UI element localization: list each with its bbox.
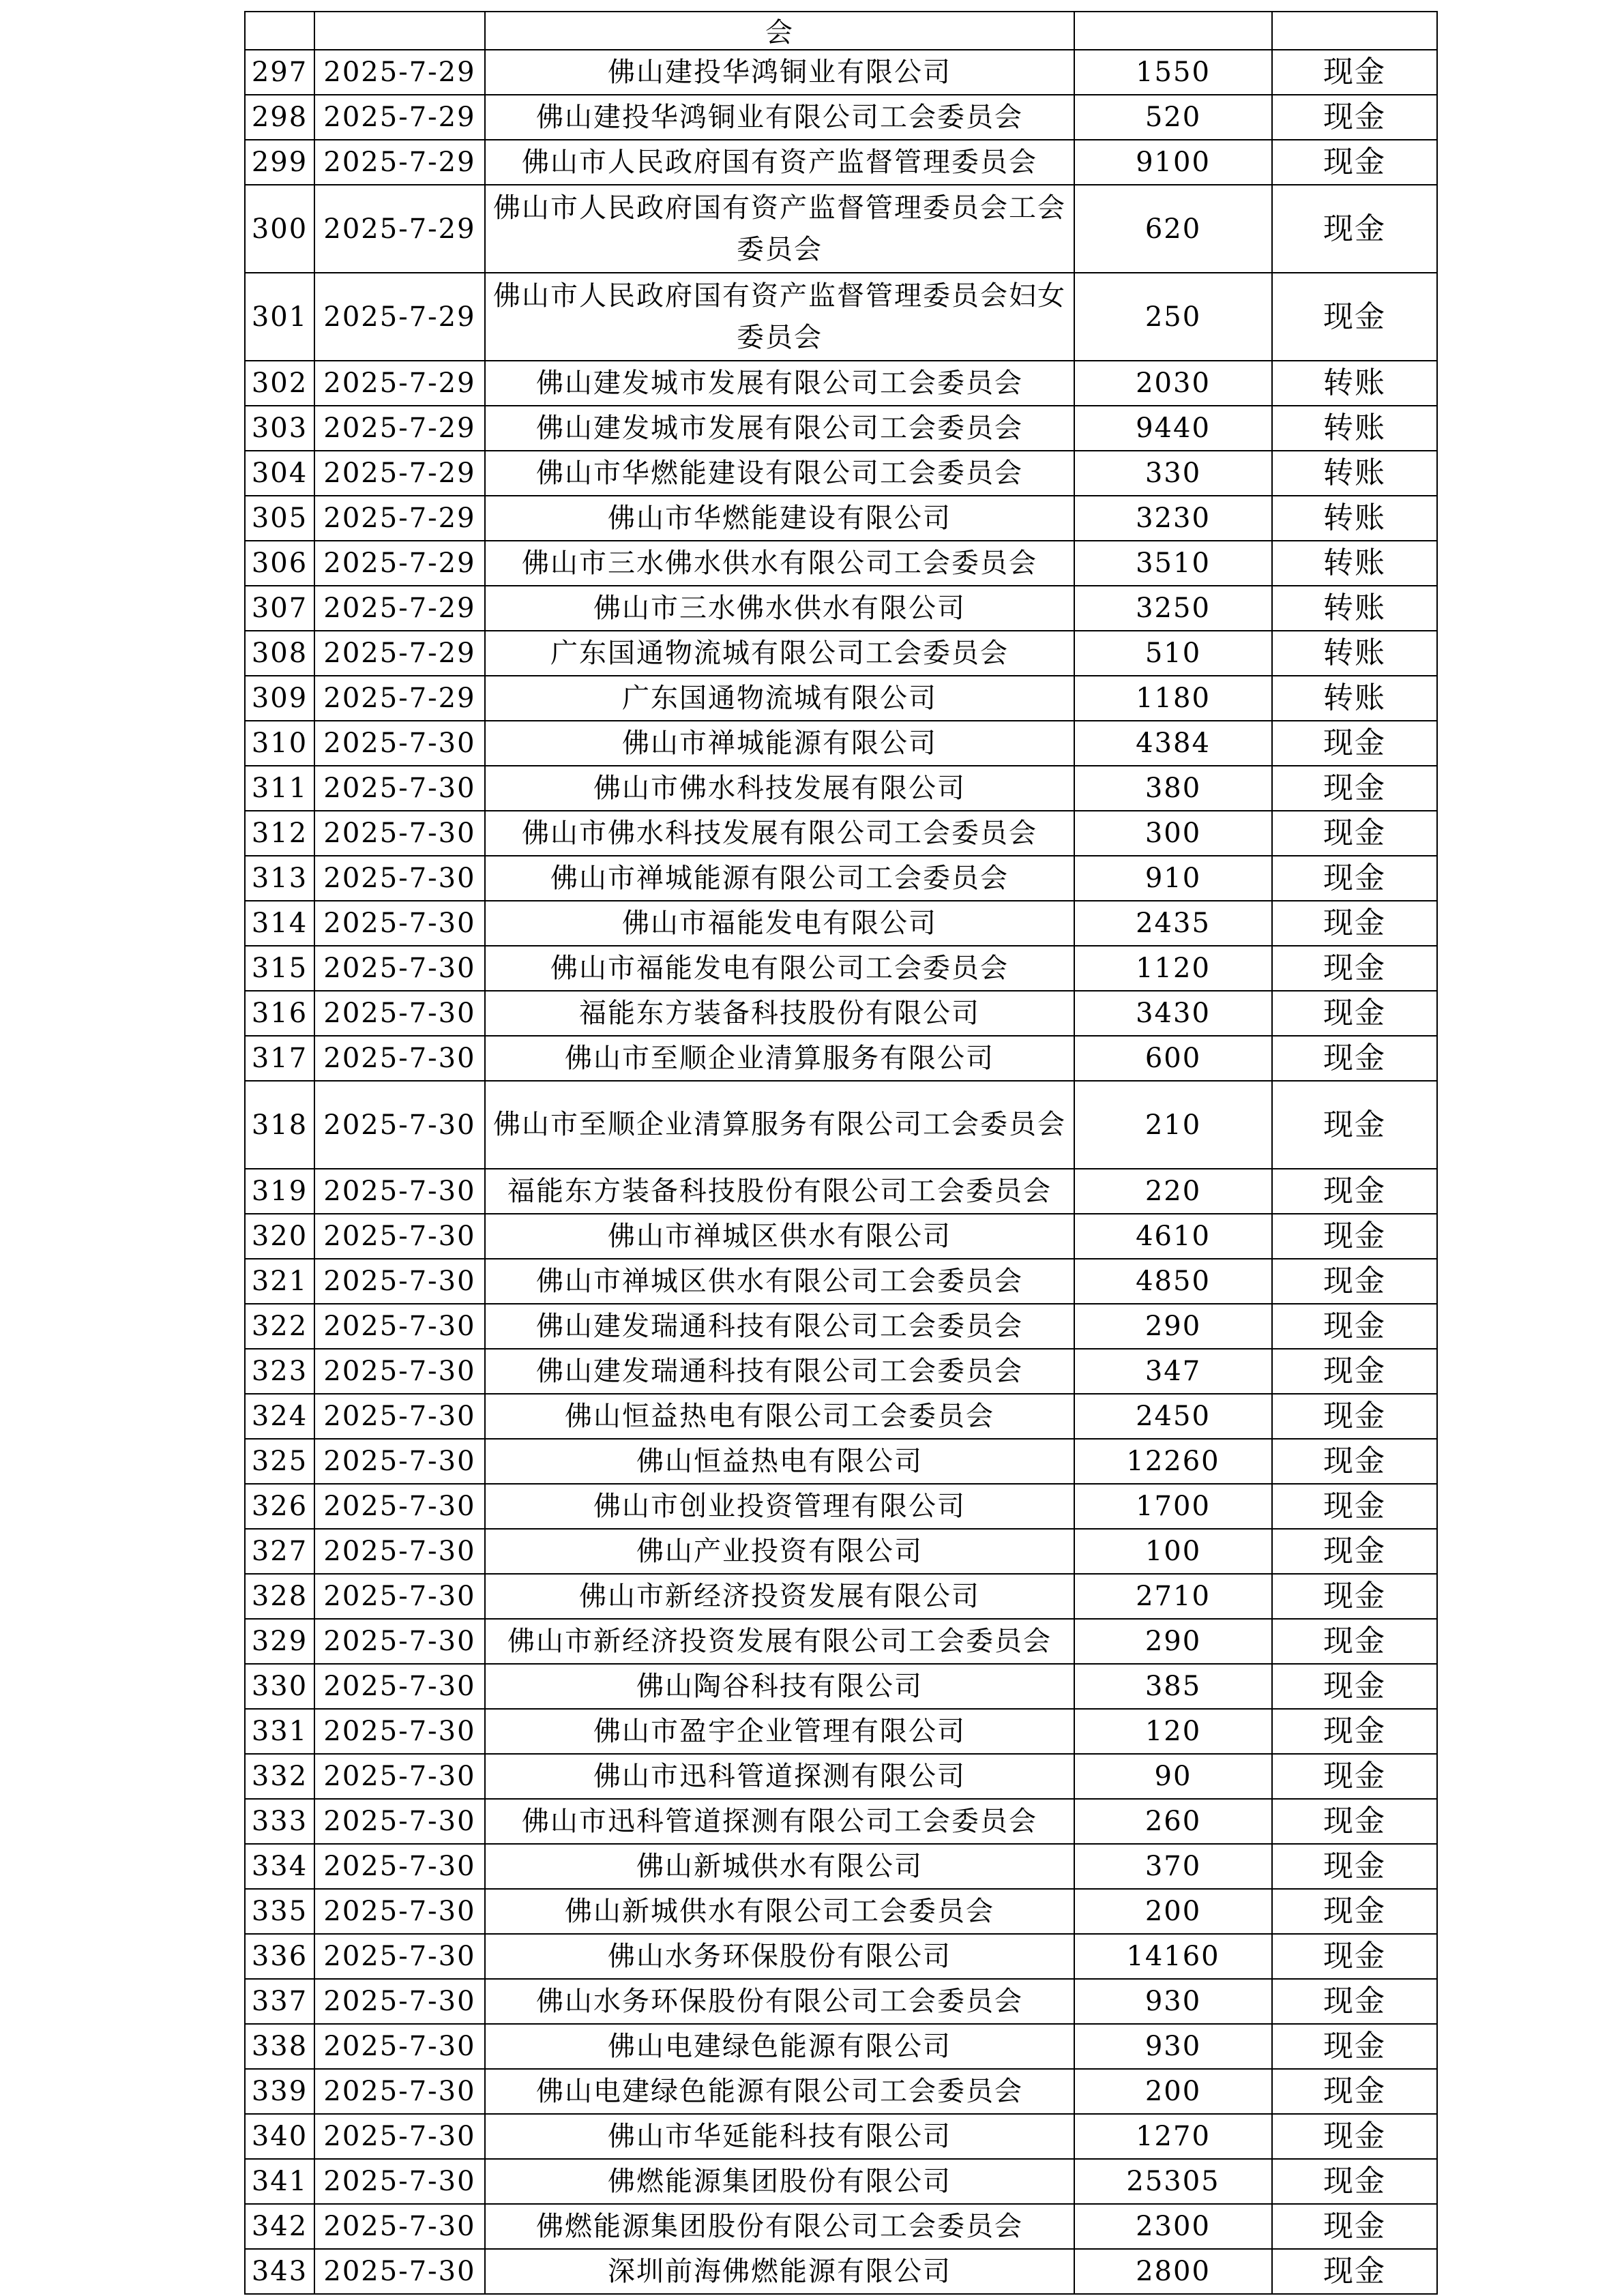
cell-no: 315 <box>245 946 314 991</box>
cell-no: 343 <box>245 2249 314 2294</box>
cell-date: 2025-7-30 <box>314 1934 485 1979</box>
cell-method: 现金 <box>1272 991 1437 1036</box>
cell-date: 2025-7-30 <box>314 1619 485 1664</box>
table-row <box>245 1709 1437 1754</box>
cell-no: 317 <box>245 1036 314 1081</box>
cell-date: 2025-7-30 <box>314 1304 485 1349</box>
cell-date: 2025-7-29 <box>314 586 485 631</box>
cell-no: 311 <box>245 766 314 811</box>
cell-name: 佛山市新经济投资发展有限公司工会委员会 <box>485 1619 1074 1664</box>
cell-amount: 4384 <box>1074 721 1272 766</box>
cell-amount: 100 <box>1074 1529 1272 1574</box>
cell-no: 330 <box>245 1664 314 1709</box>
cell-name: 佛山市佛水科技发展有限公司 <box>485 766 1074 811</box>
table-row <box>245 1394 1437 1439</box>
cell-method: 现金 <box>1272 2114 1437 2159</box>
cell-date: 2025-7-29 <box>314 541 485 586</box>
cell-date: 2025-7-30 <box>314 1349 485 1394</box>
cell-no: 331 <box>245 1709 314 1754</box>
cell-name: 福能东方装备科技股份有限公司工会委员会 <box>485 1169 1074 1214</box>
cell-no: 319 <box>245 1169 314 1214</box>
cell-amount: 9100 <box>1074 140 1272 185</box>
cell-name: 福能东方装备科技股份有限公司 <box>485 991 1074 1036</box>
cell-date: 2025-7-30 <box>314 1169 485 1214</box>
cell-amount: 380 <box>1074 766 1272 811</box>
table-row <box>245 631 1437 676</box>
table-row <box>245 1439 1437 1484</box>
cell-amount: 290 <box>1074 1619 1272 1664</box>
cell-name: 佛山市禅城区供水有限公司工会委员会 <box>485 1259 1074 1304</box>
cell-no: 306 <box>245 541 314 586</box>
cell-method: 现金 <box>1272 721 1437 766</box>
table-body <box>245 12 1437 2294</box>
table-row <box>245 2249 1437 2294</box>
cell-date: 2025-7-30 <box>314 1889 485 1934</box>
cell-name: 佛山市三水佛水供水有限公司工会委员会 <box>485 541 1074 586</box>
cell-method: 现金 <box>1272 2024 1437 2069</box>
cell-method: 转账 <box>1272 541 1437 586</box>
cell-amount: 520 <box>1074 95 1272 140</box>
cell-amount: 2435 <box>1074 901 1272 946</box>
cell-name: 佛山建发瑞通科技有限公司工会委员会 <box>485 1349 1074 1394</box>
table-row <box>245 1259 1437 1304</box>
cell-date: 2025-7-30 <box>314 2249 485 2294</box>
cell-no: 332 <box>245 1754 314 1799</box>
cell-date: 2025-7-29 <box>314 496 485 541</box>
cell-name: 佛山建发城市发展有限公司工会委员会 <box>485 406 1074 451</box>
cell-method: 现金 <box>1272 95 1437 140</box>
cell-no: 305 <box>245 496 314 541</box>
table-row <box>245 2204 1437 2249</box>
cell-name: 佛山市迅科管道探测有限公司工会委员会 <box>485 1799 1074 1844</box>
cell-name: 佛山市至顺企业清算服务有限公司工会委员会 <box>485 1081 1074 1169</box>
table-row <box>245 1799 1437 1844</box>
cell-no: 299 <box>245 140 314 185</box>
table-row <box>245 496 1437 541</box>
cell-date: 2025-7-30 <box>314 1036 485 1081</box>
table-row <box>245 2114 1437 2159</box>
table-row <box>245 140 1437 185</box>
cell-amount: 120 <box>1074 1709 1272 1754</box>
cell-method: 现金 <box>1272 140 1437 185</box>
cell-name: 佛山市至顺企业清算服务有限公司 <box>485 1036 1074 1081</box>
table-row <box>245 1349 1437 1394</box>
cell-method: 现金 <box>1272 1349 1437 1394</box>
cell-date: 2025-7-29 <box>314 406 485 451</box>
cell-name: 佛山市人民政府国有资产监督管理委员会妇女委员会 <box>485 273 1074 361</box>
cell-date: 2025-7-30 <box>314 2159 485 2204</box>
cell-method: 现金 <box>1272 2069 1437 2114</box>
cell-date: 2025-7-30 <box>314 1844 485 1889</box>
cell-amount: 930 <box>1074 1979 1272 2024</box>
cell-method: 转账 <box>1272 496 1437 541</box>
cell-no: 341 <box>245 2159 314 2204</box>
cell-name: 深圳前海佛燃能源有限公司 <box>485 2249 1074 2294</box>
cell-no: 301 <box>245 273 314 361</box>
cell-no: 337 <box>245 1979 314 2024</box>
cell-name: 佛山新城供水有限公司工会委员会 <box>485 1889 1074 1934</box>
table-row-continuation <box>245 12 1437 50</box>
cell-method: 现金 <box>1272 273 1437 361</box>
cell-amount: 25305 <box>1074 2159 1272 2204</box>
cell-no: 323 <box>245 1349 314 1394</box>
table-row <box>245 361 1437 406</box>
cell-no: 342 <box>245 2204 314 2249</box>
cell-amount: 1550 <box>1074 50 1272 95</box>
cell-method: 现金 <box>1272 1304 1437 1349</box>
table-row <box>245 811 1437 856</box>
cell-amount: 330 <box>1074 451 1272 496</box>
table-row <box>245 1081 1437 1169</box>
cell-no: 321 <box>245 1259 314 1304</box>
cell-date: 2025-7-30 <box>314 1081 485 1169</box>
cell-amount: 210 <box>1074 1081 1272 1169</box>
cell-amount: 3430 <box>1074 991 1272 1036</box>
cell-name: 佛山市福能发电有限公司工会委员会 <box>485 946 1074 991</box>
cell-amount: 347 <box>1074 1349 1272 1394</box>
cell-method: 现金 <box>1272 1439 1437 1484</box>
cell-no: 328 <box>245 1574 314 1619</box>
cell-amount: 300 <box>1074 811 1272 856</box>
cell-amount: 2450 <box>1074 1394 1272 1439</box>
cell-date <box>314 12 485 50</box>
cell-no: 313 <box>245 856 314 901</box>
cell-method: 现金 <box>1272 1979 1437 2024</box>
table-row <box>245 721 1437 766</box>
table-row <box>245 541 1437 586</box>
cell-method: 转账 <box>1272 631 1437 676</box>
table-row <box>245 856 1437 901</box>
cell-no: 298 <box>245 95 314 140</box>
cell-no: 314 <box>245 901 314 946</box>
cell-amount: 1270 <box>1074 2114 1272 2159</box>
table-row <box>245 95 1437 140</box>
cell-method: 转账 <box>1272 586 1437 631</box>
cell-date: 2025-7-29 <box>314 50 485 95</box>
cell-name: 佛山市创业投资管理有限公司 <box>485 1484 1074 1529</box>
cell-method: 现金 <box>1272 1664 1437 1709</box>
cell-amount: 14160 <box>1074 1934 1272 1979</box>
cell-date: 2025-7-30 <box>314 721 485 766</box>
cell-date: 2025-7-29 <box>314 140 485 185</box>
cell-amount: 3250 <box>1074 586 1272 631</box>
cell-amount: 1180 <box>1074 676 1272 721</box>
cell-method: 现金 <box>1272 1619 1437 1664</box>
cell-no: 318 <box>245 1081 314 1169</box>
cell-no: 324 <box>245 1394 314 1439</box>
cell-name: 佛燃能源集团股份有限公司工会委员会 <box>485 2204 1074 2249</box>
cell-no: 316 <box>245 991 314 1036</box>
cell-amount: 220 <box>1074 1169 1272 1214</box>
cell-name: 佛山市人民政府国有资产监督管理委员会 <box>485 140 1074 185</box>
cell-no: 304 <box>245 451 314 496</box>
cell-method: 现金 <box>1272 1484 1437 1529</box>
cell-no: 300 <box>245 185 314 273</box>
cell-method: 现金 <box>1272 1529 1437 1574</box>
cell-no: 329 <box>245 1619 314 1664</box>
cell-amount: 3230 <box>1074 496 1272 541</box>
cell-date: 2025-7-29 <box>314 95 485 140</box>
cell-name: 佛山市禅城能源有限公司 <box>485 721 1074 766</box>
cell-amount: 3510 <box>1074 541 1272 586</box>
cell-date: 2025-7-30 <box>314 1664 485 1709</box>
cell-date: 2025-7-29 <box>314 361 485 406</box>
table-row <box>245 2024 1437 2069</box>
cell-no: 338 <box>245 2024 314 2069</box>
cell-no: 308 <box>245 631 314 676</box>
cell-name: 广东国通物流城有限公司 <box>485 676 1074 721</box>
table-row <box>245 901 1437 946</box>
table-row <box>245 1619 1437 1664</box>
cell-name: 佛山恒益热电有限公司 <box>485 1439 1074 1484</box>
cell-date: 2025-7-30 <box>314 946 485 991</box>
cell-name: 佛山水务环保股份有限公司工会委员会 <box>485 1979 1074 2024</box>
cell-method: 现金 <box>1272 1036 1437 1081</box>
table-row <box>245 1754 1437 1799</box>
cell-method: 现金 <box>1272 1709 1437 1754</box>
table-row <box>245 991 1437 1036</box>
donation-table <box>244 11 1438 2295</box>
cell-no: 340 <box>245 2114 314 2159</box>
cell-date: 2025-7-30 <box>314 2204 485 2249</box>
cell-no: 297 <box>245 50 314 95</box>
cell-no: 327 <box>245 1529 314 1574</box>
table-row <box>245 1304 1437 1349</box>
cell-amount: 260 <box>1074 1799 1272 1844</box>
cell-amount: 200 <box>1074 1889 1272 1934</box>
cell-date: 2025-7-30 <box>314 1709 485 1754</box>
cell-name: 佛山建发瑞通科技有限公司工会委员会 <box>485 1304 1074 1349</box>
table-row <box>245 676 1437 721</box>
table-row <box>245 1664 1437 1709</box>
cell-method: 现金 <box>1272 946 1437 991</box>
table-row <box>245 1529 1437 1574</box>
table-row <box>245 1934 1437 1979</box>
cell-name: 佛山陶谷科技有限公司 <box>485 1664 1074 1709</box>
table-row <box>245 1574 1437 1619</box>
cell-amount: 2030 <box>1074 361 1272 406</box>
cell-method: 现金 <box>1272 1259 1437 1304</box>
cell-method: 现金 <box>1272 1081 1437 1169</box>
cell-amount: 510 <box>1074 631 1272 676</box>
cell-method: 转账 <box>1272 451 1437 496</box>
cell-method: 转账 <box>1272 406 1437 451</box>
cell-date: 2025-7-29 <box>314 185 485 273</box>
cell-no: 326 <box>245 1484 314 1529</box>
cell-no: 320 <box>245 1214 314 1259</box>
cell-amount: 2800 <box>1074 2249 1272 2294</box>
cell-no: 307 <box>245 586 314 631</box>
cell-no: 303 <box>245 406 314 451</box>
cell-name: 佛山市佛水科技发展有限公司工会委员会 <box>485 811 1074 856</box>
cell-amount: 910 <box>1074 856 1272 901</box>
cell-amount: 600 <box>1074 1036 1272 1081</box>
cell-amount: 370 <box>1074 1844 1272 1889</box>
table-row <box>245 946 1437 991</box>
cell-no: 322 <box>245 1304 314 1349</box>
table-row <box>245 1484 1437 1529</box>
cell-amount: 200 <box>1074 2069 1272 2114</box>
cell-date: 2025-7-30 <box>314 901 485 946</box>
cell-amount: 930 <box>1074 2024 1272 2069</box>
cell-date: 2025-7-30 <box>314 811 485 856</box>
cell-date: 2025-7-29 <box>314 676 485 721</box>
table-row <box>245 1979 1437 2024</box>
cell-date: 2025-7-29 <box>314 451 485 496</box>
cell-date: 2025-7-30 <box>314 1259 485 1304</box>
cell-name: 佛山市盈宇企业管理有限公司 <box>485 1709 1074 1754</box>
cell-method: 现金 <box>1272 1574 1437 1619</box>
cell-amount: 250 <box>1074 273 1272 361</box>
table-row <box>245 586 1437 631</box>
cell-method: 转账 <box>1272 361 1437 406</box>
cell-name: 佛山市华燃能建设有限公司工会委员会 <box>485 451 1074 496</box>
cell-name: 广东国通物流城有限公司工会委员会 <box>485 631 1074 676</box>
cell-no: 310 <box>245 721 314 766</box>
cell-name: 佛山市人民政府国有资产监督管理委员会工会委员会 <box>485 185 1074 273</box>
table-row <box>245 1036 1437 1081</box>
cell-date: 2025-7-30 <box>314 1394 485 1439</box>
cell-amount: 4610 <box>1074 1214 1272 1259</box>
cell-amount: 2300 <box>1074 2204 1272 2249</box>
table-row <box>245 766 1437 811</box>
table-row <box>245 1169 1437 1214</box>
cell-date: 2025-7-30 <box>314 2114 485 2159</box>
cell-name: 佛山建投华鸿铜业有限公司 <box>485 50 1074 95</box>
cell-no: 334 <box>245 1844 314 1889</box>
cell-method: 现金 <box>1272 1934 1437 1979</box>
cell-method: 现金 <box>1272 1889 1437 1934</box>
cell-no: 302 <box>245 361 314 406</box>
table-row <box>245 50 1437 95</box>
cell-name: 佛山市华燃能建设有限公司 <box>485 496 1074 541</box>
cell-name: 佛山市三水佛水供水有限公司 <box>485 586 1074 631</box>
table-row <box>245 1214 1437 1259</box>
cell-no: 333 <box>245 1799 314 1844</box>
cell-method: 现金 <box>1272 2204 1437 2249</box>
cell-method: 现金 <box>1272 2159 1437 2204</box>
cell-amount: 90 <box>1074 1754 1272 1799</box>
cell-amount: 1120 <box>1074 946 1272 991</box>
cell-name: 佛山电建绿色能源有限公司 <box>485 2024 1074 2069</box>
cell-method: 现金 <box>1272 1169 1437 1214</box>
cell-amount: 290 <box>1074 1304 1272 1349</box>
cell-date: 2025-7-30 <box>314 766 485 811</box>
cell-date: 2025-7-30 <box>314 1529 485 1574</box>
cell-date: 2025-7-30 <box>314 1979 485 2024</box>
cell-name: 佛山建投华鸿铜业有限公司工会委员会 <box>485 95 1074 140</box>
cell-no: 325 <box>245 1439 314 1484</box>
table-row <box>245 273 1437 361</box>
cell-name: 佛山市新经济投资发展有限公司 <box>485 1574 1074 1619</box>
cell-name: 佛山水务环保股份有限公司 <box>485 1934 1074 1979</box>
cell-date: 2025-7-29 <box>314 631 485 676</box>
cell-method: 现金 <box>1272 1799 1437 1844</box>
cell-date: 2025-7-30 <box>314 2069 485 2114</box>
cell-name: 会 <box>485 12 1074 50</box>
cell-date: 2025-7-30 <box>314 1214 485 1259</box>
cell-name: 佛山恒益热电有限公司工会委员会 <box>485 1394 1074 1439</box>
cell-method: 现金 <box>1272 1754 1437 1799</box>
cell-name: 佛山市迅科管道探测有限公司 <box>485 1754 1074 1799</box>
cell-date: 2025-7-30 <box>314 1439 485 1484</box>
cell-date: 2025-7-29 <box>314 273 485 361</box>
cell-no: 309 <box>245 676 314 721</box>
cell-name: 佛山新城供水有限公司 <box>485 1844 1074 1889</box>
cell-method: 现金 <box>1272 2249 1437 2294</box>
cell-method: 现金 <box>1272 50 1437 95</box>
cell-method: 现金 <box>1272 1844 1437 1889</box>
cell-date: 2025-7-30 <box>314 856 485 901</box>
cell-amount: 385 <box>1074 1664 1272 1709</box>
cell-no <box>245 12 314 50</box>
table-row <box>245 185 1437 273</box>
cell-amount: 620 <box>1074 185 1272 273</box>
cell-method <box>1272 12 1437 50</box>
table-row <box>245 1889 1437 1934</box>
cell-name: 佛山市禅城区供水有限公司 <box>485 1214 1074 1259</box>
cell-amount: 2710 <box>1074 1574 1272 1619</box>
cell-date: 2025-7-30 <box>314 1484 485 1529</box>
cell-date: 2025-7-30 <box>314 991 485 1036</box>
cell-amount: 4850 <box>1074 1259 1272 1304</box>
cell-method: 现金 <box>1272 766 1437 811</box>
cell-amount: 1700 <box>1074 1484 1272 1529</box>
cell-amount: 9440 <box>1074 406 1272 451</box>
table-row <box>245 1844 1437 1889</box>
cell-method: 现金 <box>1272 185 1437 273</box>
cell-amount: 12260 <box>1074 1439 1272 1484</box>
table-row <box>245 2069 1437 2114</box>
cell-no: 335 <box>245 1889 314 1934</box>
cell-date: 2025-7-30 <box>314 1574 485 1619</box>
cell-method: 现金 <box>1272 1394 1437 1439</box>
cell-date: 2025-7-30 <box>314 1799 485 1844</box>
cell-name: 佛山电建绿色能源有限公司工会委员会 <box>485 2069 1074 2114</box>
cell-method: 转账 <box>1272 676 1437 721</box>
cell-date: 2025-7-30 <box>314 2024 485 2069</box>
cell-name: 佛山市福能发电有限公司 <box>485 901 1074 946</box>
cell-method: 现金 <box>1272 856 1437 901</box>
cell-name: 佛燃能源集团股份有限公司 <box>485 2159 1074 2204</box>
cell-name: 佛山产业投资有限公司 <box>485 1529 1074 1574</box>
cell-amount <box>1074 12 1272 50</box>
cell-method: 现金 <box>1272 901 1437 946</box>
table-row <box>245 451 1437 496</box>
cell-name: 佛山市华延能科技有限公司 <box>485 2114 1074 2159</box>
table-row <box>245 2159 1437 2204</box>
cell-no: 312 <box>245 811 314 856</box>
cell-name: 佛山建发城市发展有限公司工会委员会 <box>485 361 1074 406</box>
cell-date: 2025-7-30 <box>314 1754 485 1799</box>
cell-name: 佛山市禅城能源有限公司工会委员会 <box>485 856 1074 901</box>
table-row <box>245 406 1437 451</box>
cell-no: 336 <box>245 1934 314 1979</box>
cell-no: 339 <box>245 2069 314 2114</box>
cell-method: 现金 <box>1272 1214 1437 1259</box>
cell-method: 现金 <box>1272 811 1437 856</box>
